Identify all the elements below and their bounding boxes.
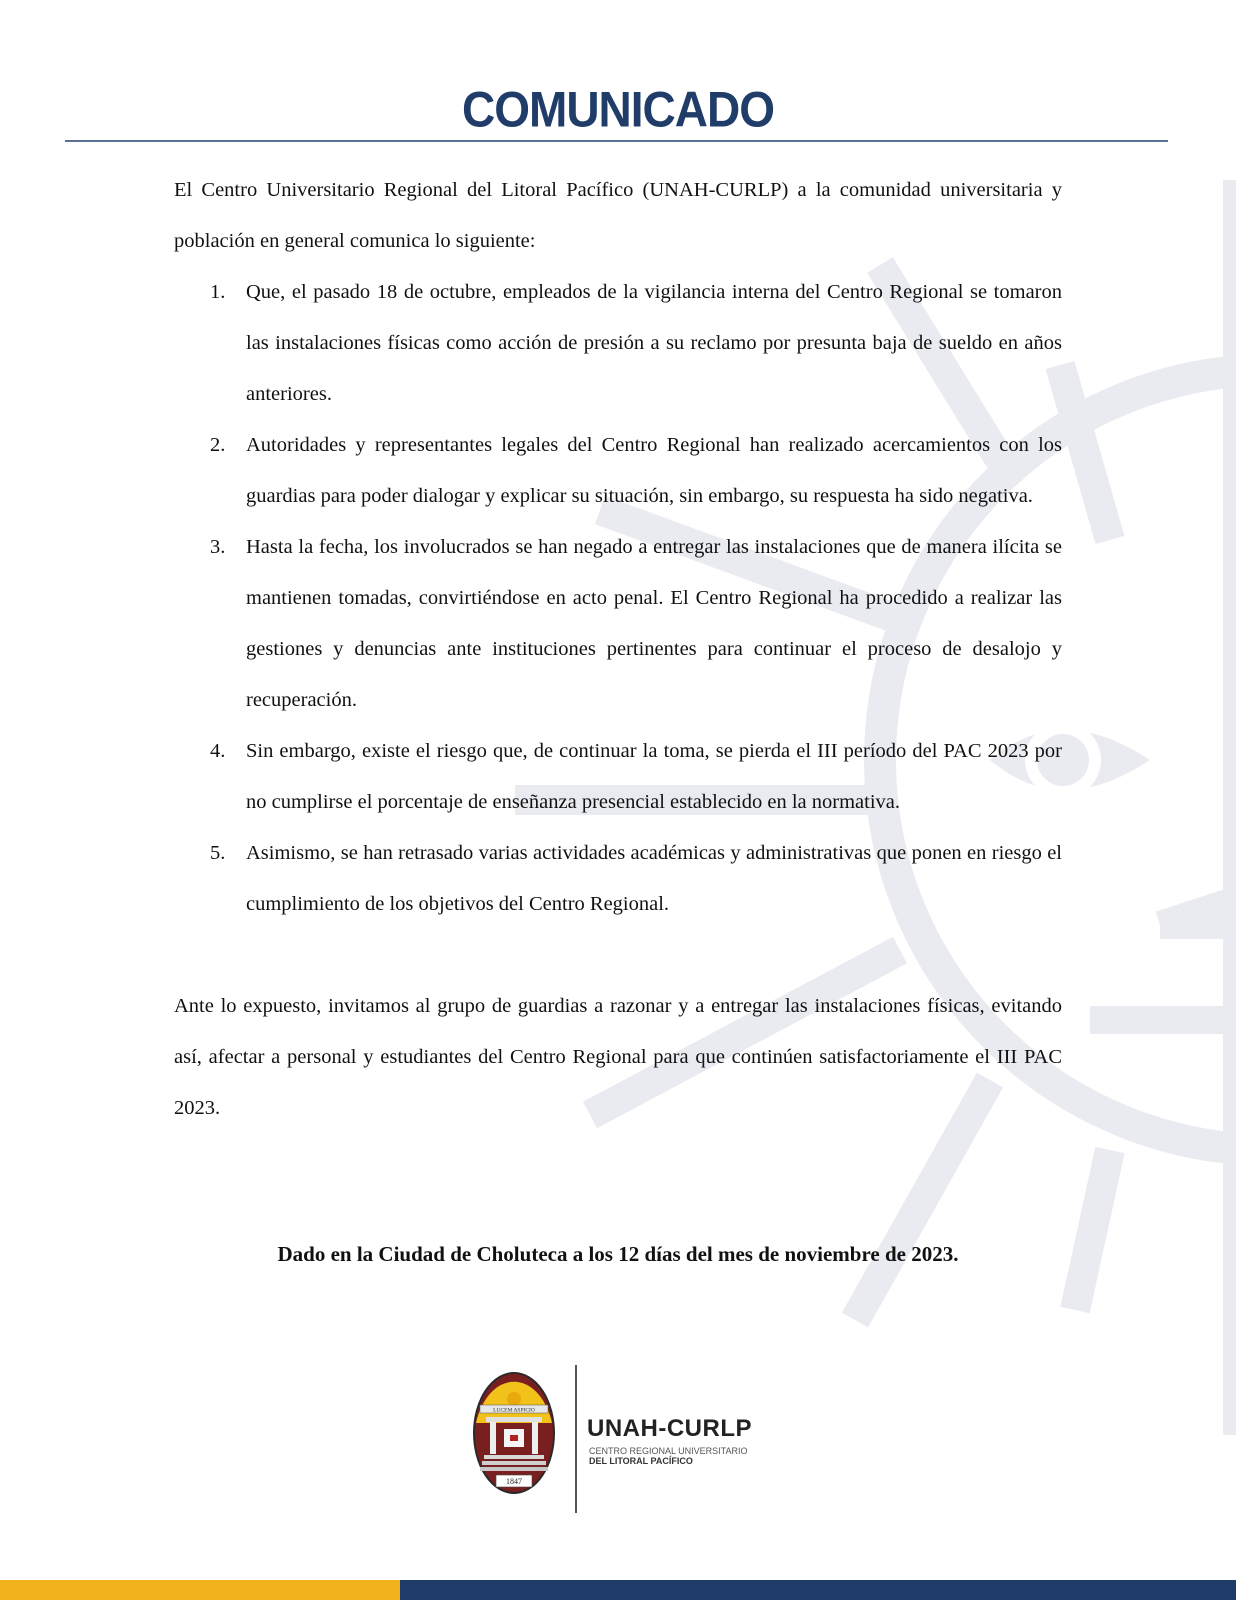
list-item-number: 4. bbox=[210, 740, 226, 762]
seal-year: 1847 bbox=[506, 1477, 522, 1486]
page-title: COMUNICADO bbox=[462, 80, 774, 138]
university-seal-icon bbox=[472, 1371, 556, 1495]
logo-divider bbox=[575, 1365, 577, 1513]
list-item-text: Autoridades y representantes legales del Centro Regional han realizado acercamientos con los guardias para poder dialogar y explicar su situación, sin embargo, su respuesta ha sido negativa. bbox=[246, 434, 1062, 507]
institution-logo bbox=[472, 1365, 792, 1515]
brand-name: UNAH-CURLP bbox=[587, 1415, 752, 1442]
document-body bbox=[174, 165, 1062, 1134]
intro-paragraph: El Centro Universitario Regional del Litoral Pacífico (UNAH-CURLP) a la comunidad universitaria y población en general comunica lo siguiente: bbox=[174, 179, 1062, 252]
title-underline bbox=[65, 140, 1168, 142]
date-line: Dado en la Ciudad de Choluteca a los 12 días del mes de noviembre de 2023. bbox=[277, 1242, 959, 1266]
seal-motto: LUCEM ASPICIO bbox=[493, 1407, 535, 1414]
list-item bbox=[174, 828, 1062, 930]
list-item bbox=[174, 420, 1062, 522]
list-item-text: Sin embargo, existe el riesgo que, de continuar la toma, se pierda el III período del PAC 2023 por no cumplirse el porcentaje de enseñanza presencial establecido en la normativa. bbox=[246, 740, 1062, 813]
list-item-text: Asimismo, se han retrasado varias actividades académicas y administrativas que ponen en riesgo el cumplimiento de los objetivos del Centro Regional. bbox=[246, 842, 1062, 915]
list-item bbox=[174, 522, 1062, 726]
closing-paragraph: Ante lo expuesto, invitamos al grupo de guardias a razonar y a entregar las instalaciones físicas, evitando así, afectar a personal y estudiantes del Centro Regional para que continúen satisfactoriamente el III PAC 2023. bbox=[174, 995, 1062, 1119]
list-item-number: 2. bbox=[210, 434, 226, 456]
brand-subtitle-line1: CENTRO REGIONAL UNIVERSITARIO bbox=[589, 1446, 748, 1456]
list-item-text: Que, el pasado 18 de octubre, empleados de la vigilancia interna del Centro Regional se tomaron las instalaciones físicas como acción de presión a su reclamo por presunta baja de sueldo en años anteriores. bbox=[246, 281, 1062, 405]
list-item bbox=[174, 267, 1062, 420]
footer-bar-yellow bbox=[0, 1580, 400, 1600]
list-item bbox=[174, 726, 1062, 828]
brand-subtitle-line2: DEL LITORAL PACÍFICO bbox=[589, 1456, 693, 1466]
list-item-number: 5. bbox=[210, 842, 226, 864]
list-item-number: 3. bbox=[210, 536, 226, 558]
footer-bar-navy bbox=[400, 1580, 1236, 1600]
list-item-number: 1. bbox=[210, 281, 226, 303]
list-item-text: Hasta la fecha, los involucrados se han negado a entregar las instalaciones que de manera ilícita se mantienen tomadas, convirtiéndose en acto penal. El Centro Regional ha procedido a realizar las gestiones y denuncias ante instituciones pertinentes para continuar el proceso de desalojo y recuperación. bbox=[246, 536, 1062, 711]
numbered-list bbox=[174, 267, 1062, 930]
